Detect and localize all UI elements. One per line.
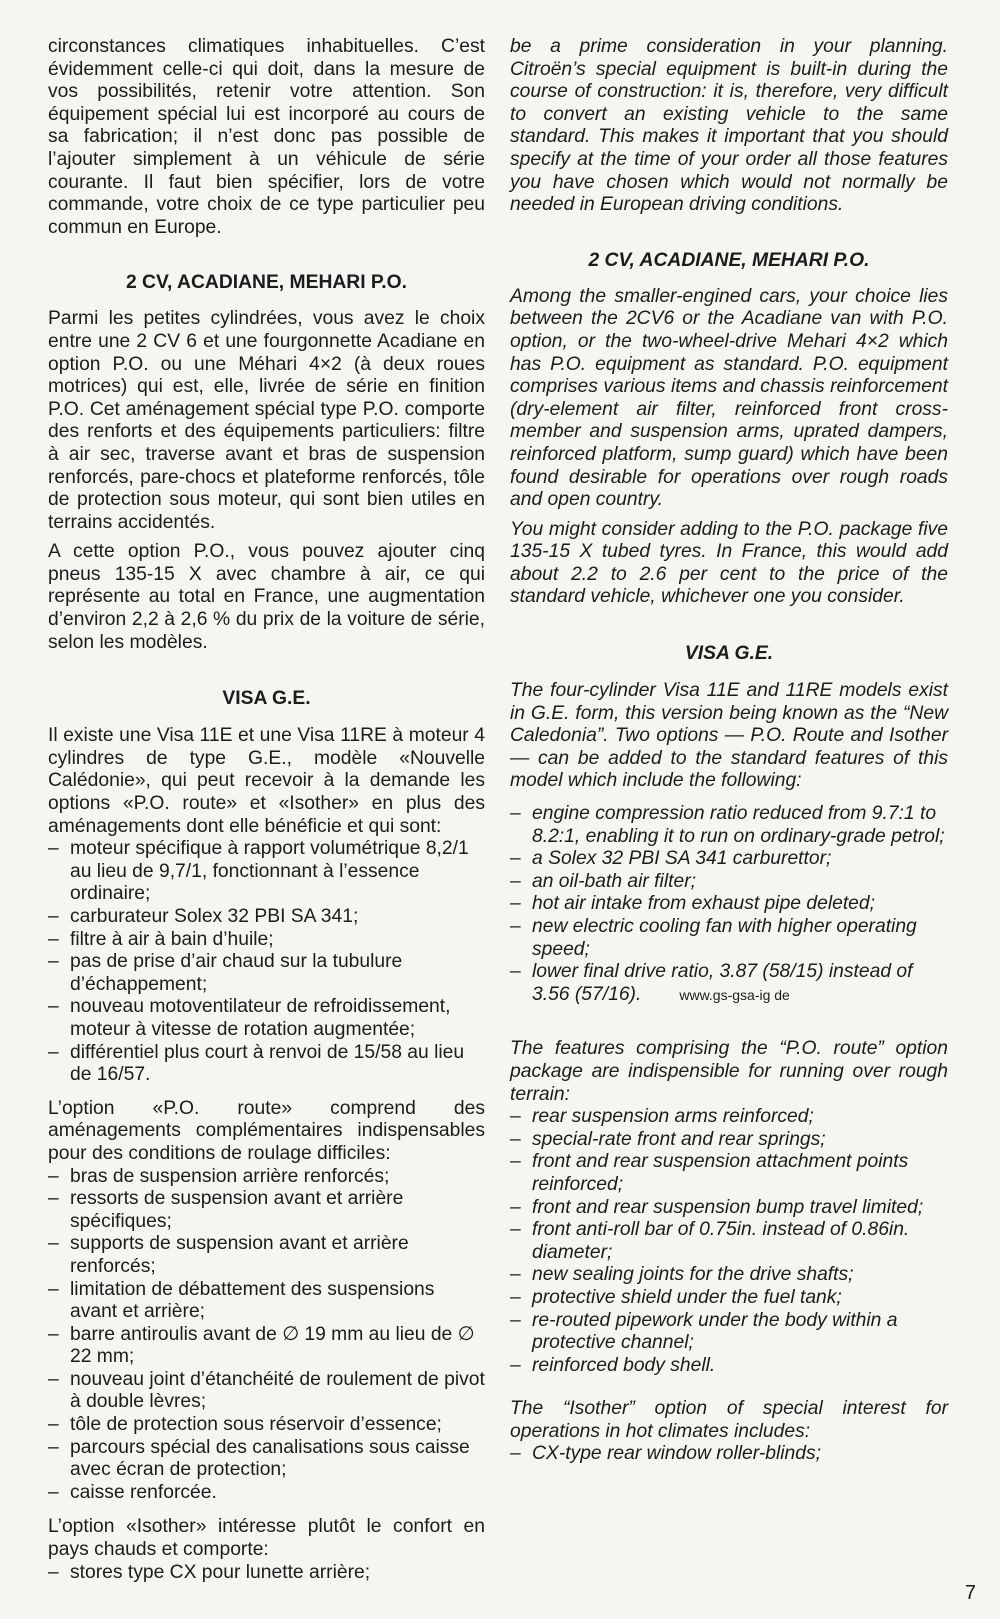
list-item: – reinforced body shell. (510, 1355, 948, 1378)
english-intro-paragraph: be a prime consideration in your planning. Citroën’s special equipment is built-in during the course of construction: it is, therefore, very difficult to convert an existing vehicle to the same standard. This makes it important that you should specify at the time of your order all those features you have chosen which would not normally be needed in European driving conditions. (510, 36, 948, 216)
list-item: – nouveau motoventilateur de refroidissement, moteur à vitesse de rotation augmentée; (48, 996, 485, 1041)
list-item: – limitation de débattement des suspensions avant et arrière; (48, 1279, 485, 1324)
english-visa-intro: The four-cylinder Visa 11E and 11RE models exist in G.E. form, this version being known as the “New Caledonia”. Two options — P.O. Route and Isother — can be added to the standard features of this model which include the following: (510, 680, 948, 792)
list-item: – nouveau joint d’étanchéité de roulement de pivot à double lèvres; (48, 1369, 485, 1414)
spacer (510, 1006, 948, 1038)
list-item: – front and rear suspension bump travel limited; (510, 1197, 948, 1220)
list-item: – ressorts de suspension avant et arrière spécifiques; (48, 1188, 485, 1233)
list-item: – rear suspension arms reinforced; (510, 1106, 948, 1129)
french-section-heading-2cv: 2 CV, ACADIANE, MEHARI P.O. (125, 272, 408, 294)
french-intro-paragraph: circonstances climatiques inhabituelles. C’est évidemment celle-ci qui doit, dans la mesure de vos possibilités, retenir votre attention. Son équipement spécial lui est incorporé au cours de sa fabrication; il n’est donc pas possible de l’ajouter simplement à un véhicule de série courante. Il faut bien spécifier, lors de votre commande, votre choix de ce type particulier peu commun en Europe. (48, 36, 485, 238)
list-item: – protective shield under the fuel tank; (510, 1287, 948, 1310)
list-item: – parcours spécial des canalisations sous caisse avec écran de protection; (48, 1437, 485, 1482)
list-item: – tôle de protection sous réservoir d’essence; (48, 1414, 485, 1437)
spacer (48, 1504, 485, 1516)
english-2cv-paragraph-2: You might consider adding to the P.O. package five 135-15 X tubed tyres. In France, this would add about 2.2 to 2.6 per cent to the price of the standard vehicle, whichever one you consider. (510, 518, 948, 608)
list-item: – supports de suspension avant et arrière renforcés; (48, 1233, 485, 1278)
english-po-route-list (510, 1106, 948, 1377)
list-item: – moteur spécifique à rapport volumétrique 8,2/1 au lieu de 9,7/1, fonctionnant à l’essence ordinaire; (48, 838, 485, 906)
list-item: – new sealing joints for the drive shafts; (510, 1264, 948, 1287)
french-isother-intro: L’option «Isother» intéresse plutôt le confort en pays chauds et comporte: (48, 1516, 485, 1561)
english-isother-intro: The “Isother” option of special interest for operations in hot climates includes: (510, 1398, 948, 1442)
list-item: – front and rear suspension attachment points reinforced; (510, 1151, 948, 1196)
english-column (510, 36, 948, 1466)
french-column (48, 36, 485, 1584)
english-isother-list (510, 1443, 948, 1466)
english-po-route-intro: The features comprising the “P.O. route” option package are indispensible for running over rough terrain: (510, 1038, 948, 1105)
list-item-text: lower final drive ratio, 3.87 (58/15) instead of 3.56 (57/16). (532, 961, 913, 1005)
website-watermark: www.gs-gsa-ig de (679, 986, 790, 1003)
list-item: – a Solex 32 PBI SA 341 carburettor; (510, 848, 948, 871)
list-item: – an oil-bath air filter; (510, 871, 948, 894)
page-number: 7 (964, 1582, 976, 1604)
list-item: – front anti-roll bar of 0.75in. instead of 0.86in. diameter; (510, 1219, 948, 1264)
list-item: – re-routed pipework under the body within a protective channel; (510, 1310, 948, 1355)
french-2cv-paragraph-1: Parmi les petites cylindrées, vous avez le choix entre une 2 CV 6 et une fourgonnette Acadiane en option P.O. ou une Méhari 4×2 (à deux roues motrices) qui est, elle, livrée de série en finition P.O. Cet aménagement spécial type P.O. comporte des renforts et des équipements particuliers: filtre à air sec, traverse avant et bras de suspension renforcés, pare-chocs et plateforme renforcés, tôle de protection sous moteur, qui sont bien utiles en terrains accidentés. (48, 308, 485, 533)
list-item: – carburateur Solex 32 PBI SA 341; (48, 906, 485, 929)
french-po-route-intro: L’option «P.O. route» comprend des aménagements complémentaires indispensables pour des conditions de roulage difficiles: (48, 1097, 485, 1164)
list-item: – new electric cooling fan with higher operating speed; (510, 916, 948, 961)
list-item: – filtre à air à bain d’huile; (48, 929, 485, 952)
french-2cv-paragraph-2: A cette option P.O., vous pouvez ajouter cinq pneus 135-15 X avec chambre à air, ce qui représente au total en France, une augmentation d’environ 2,2 à 2,6 % du prix de la voiture de série, selon les modèles. (48, 541, 485, 653)
spacer (510, 1377, 948, 1398)
english-visa-feature-list (510, 803, 948, 1006)
english-section-heading-2cv: 2 CV, ACADIANE, MEHARI P.O. (588, 249, 870, 271)
list-item: – special-rate front and rear springs; (510, 1129, 948, 1152)
french-po-route-list (48, 1166, 485, 1505)
spacer (48, 1087, 485, 1098)
list-item: – barre antiroulis avant de ∅ 19 mm au lieu de ∅ 22 mm; (48, 1324, 485, 1369)
list-item: – bras de suspension arrière renforcés; (48, 1166, 485, 1189)
list-item: – hot air intake from exhaust pipe deleted; (510, 893, 948, 916)
english-2cv-paragraph-1: Among the smaller-engined cars, your choice lies between the 2CV6 or the Acadiane van with P.O. option, or the two-wheel-drive Mehari 4×2 which has P.O. equipment as standard. P.O. equipment comprises various items and chassis reinforcement (dry-element air filter, reinforced front cross-member and suspension arms, uprated dampers, reinforced platform, sump guard) which have been found desirable for operations over rough roads and open country. (510, 285, 948, 511)
list-item: – caisse renforcée. (48, 1482, 485, 1505)
list-item: – stores type CX pour lunette arrière; (48, 1562, 485, 1585)
english-section-heading-visa: VISA G.E. (684, 643, 774, 665)
list-item: – pas de prise d’air chaud sur la tubulure d’échappement; (48, 951, 485, 996)
french-visa-intro: Il existe une Visa 11E et une Visa 11RE à moteur 4 cylindres de type G.E., modèle «Nouvelle Calédonie», qui peut recevoir à la demande les options «P.O. route» et «Isother» en plus des aménagements dont elle bénéficie et qui sont: (48, 725, 485, 837)
list-item: – différentiel plus court à renvoi de 15/58 au lieu de 16/57. (48, 1042, 485, 1087)
french-isother-list (48, 1562, 485, 1585)
list-item: – CX-type rear window roller-blinds; (510, 1443, 948, 1466)
list-item: – engine compression ratio reduced from 9.7:1 to 8.2:1, enabling it to run on ordinary-grade petrol; (510, 803, 948, 848)
french-section-heading-visa: VISA G.E. (222, 688, 311, 710)
french-visa-feature-list (48, 838, 485, 1087)
list-item (510, 961, 948, 1006)
